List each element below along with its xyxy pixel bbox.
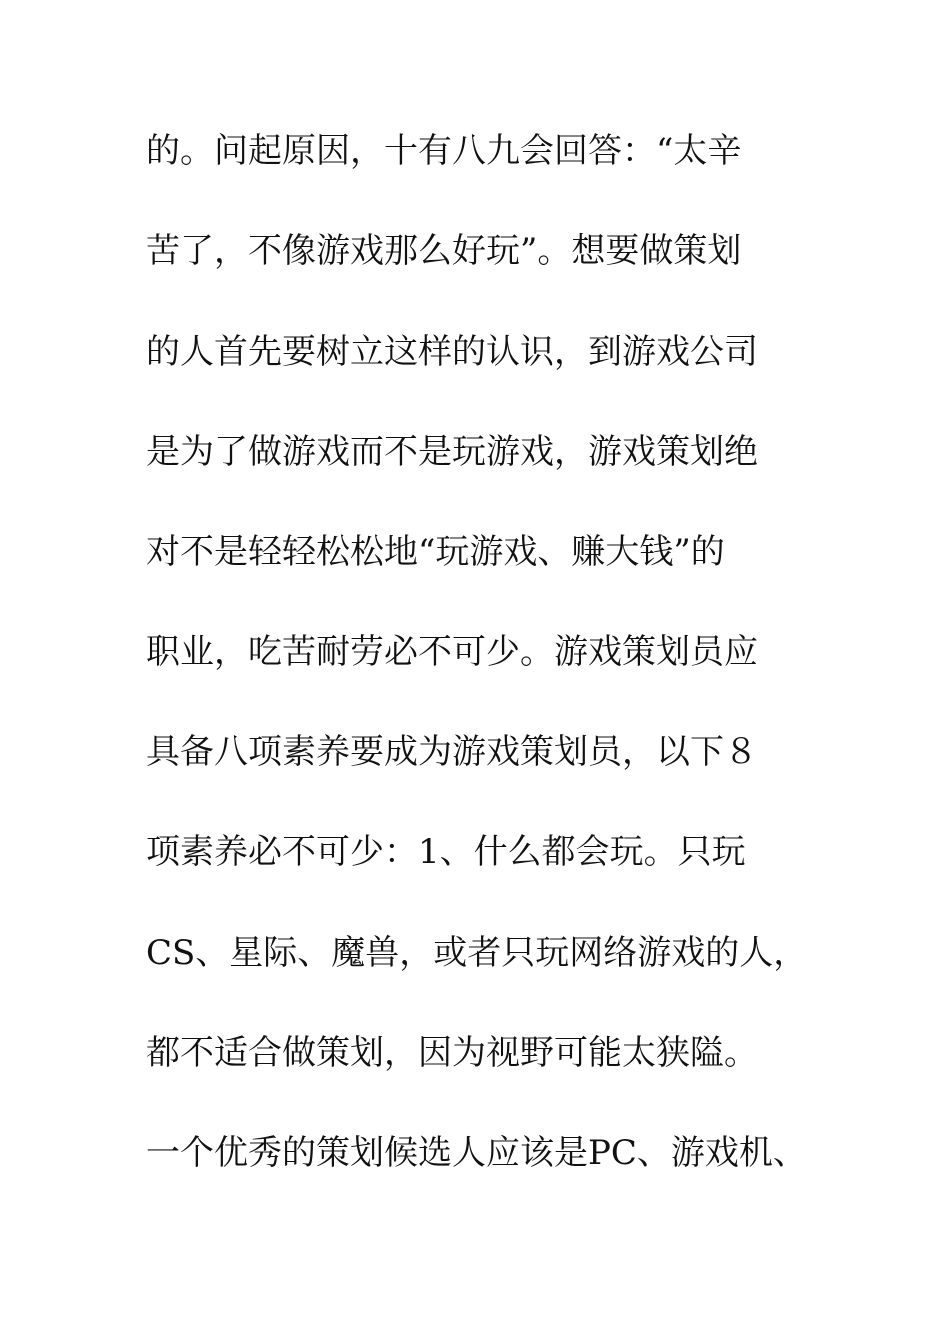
text-line-7: 具备八项素养要成为游戏策划员，以下８ [146,732,758,772]
text-line-8: 项素养必不可少：1、什么都会玩。只玩 [146,832,746,872]
text-line-1: 的。问起原因，十有八九会回答：“太辛 [146,131,742,171]
text-line-9: CS、星际、魔兽，或者只玩网络游戏的人， [146,933,808,973]
text-line-10: 都不适合做策划，因为视野可能太狭隘。 [146,1033,758,1073]
text-line-4: 是为了做游戏而不是玩游戏，游戏策划绝 [146,432,758,472]
text-line-6: 职业，吃苦耐劳必不可少。游戏策划员应 [146,632,758,672]
text-line-5: 对不是轻轻松松地“玩游戏、赚大钱”的 [146,532,725,572]
text-line-11: 一个优秀的策划候选人应该是PC、游戏机、 [146,1133,807,1173]
text-line-2: 苦了，不像游戏那么好玩”。想要做策划 [146,231,742,271]
text-line-3: 的人首先要树立这样的认识，到游戏公司 [146,332,758,372]
